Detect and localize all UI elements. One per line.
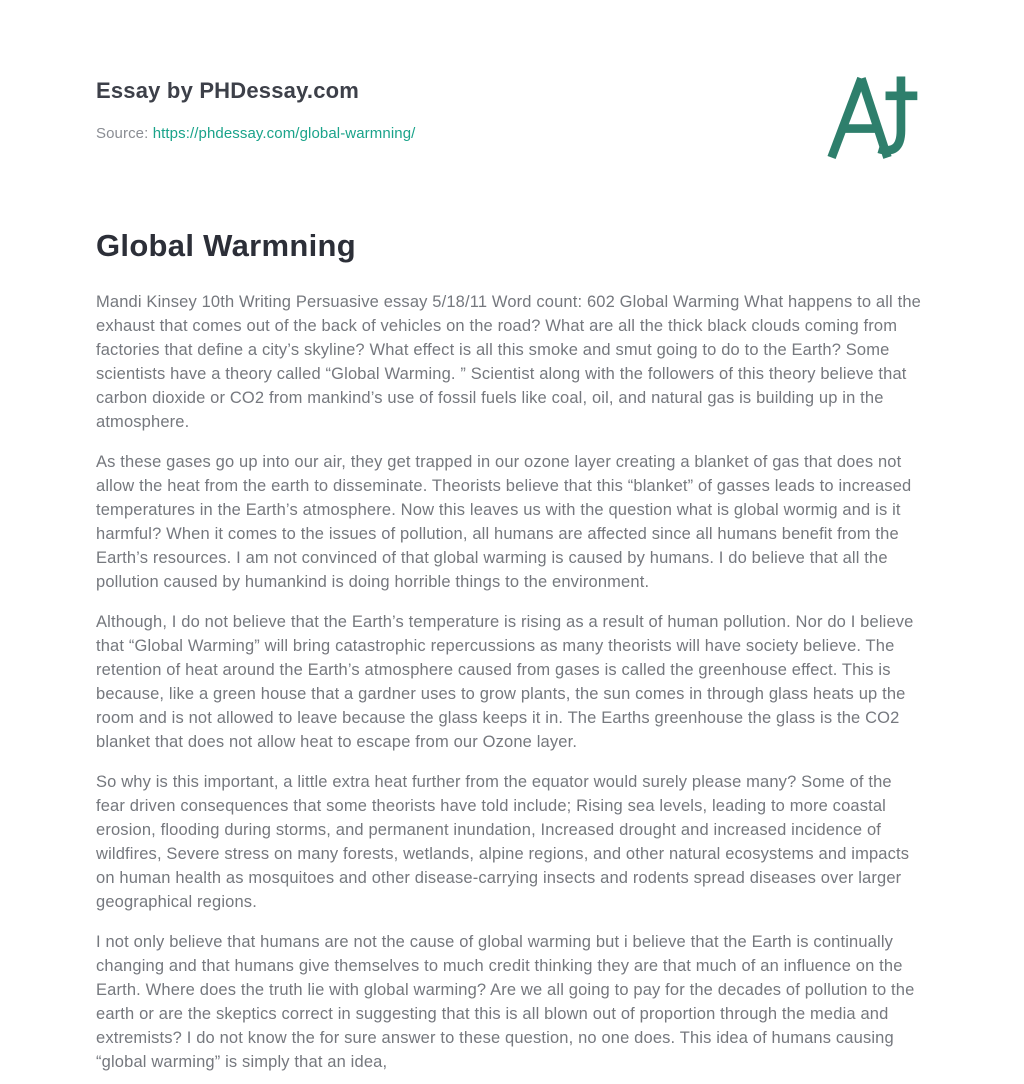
source-label: Source: xyxy=(96,125,149,142)
source-link[interactable]: https://phdessay.com/global-warmning/ xyxy=(152,125,416,142)
phdessay-logo xyxy=(820,70,926,164)
essay-paragraph: As these gases go up into our air, they get trapped in our ozone layer creating a blanket of gas that does not allow the heat from the earth to disseminate. Theorists believe that this “blanket” of gasses leads to increased temperatures in the Earth’s atmosphere. Now this leaves us with the question what is global wormig and is it harmful? When it comes to the issues of pollution, all humans are affected since all humans benefit from the Earth’s resources. I am not convinced of that global warming is caused by humans. I do believe that all the pollution caused by humankind is doing horrible things to the environment. xyxy=(96,453,912,591)
source-line xyxy=(96,125,924,142)
essay-paragraph: Mandi Kinsey 10th Writing Persuasive essay 5/18/11 Word count: 602 Global Warming What happens to all the exhaust that comes out of the back of vehicles on the road? What are all the thick black clouds coming from factories that define a city’s skyline? What effect is all this smoke and smut going to do to the Earth? Some scientists have a theory called “Global Warming. ” Scientist along with the followers of this theory believe that carbon dioxide or CO2 from mankind’s use of fossil fuels like coal, oil, and natural gas is building up in the atmosphere. xyxy=(96,293,921,431)
essay-paragraph: So why is this important, a little extra heat further from the equator would surely please many? Some of the fear driven consequences that some theorists have told include; Rising sea levels, leading to more coastal erosion, flooding during storms, and permanent inundation, Increased drought and increased incidence of wildfires, Severe stress on many forests, wetlands, alpine regions, and other natural ecosystems and impacts on human health as mosquitoes and other disease-carrying insects and rodents spread diseases over larger geographical regions. xyxy=(96,773,910,911)
page-header xyxy=(96,78,924,142)
essay-paragraph: I not only believe that humans are not the cause of global warming but i believe that the Earth is continually changing and that humans give themselves to much credit thinking they are that much of an influence on the Earth. Where does the truth lie with global warming? Are we all going to pay for the decades of pollution to the earth or are the skeptics correct in suggesting that this is all blown out of proportion through the media and extremists? I do not know the for sure answer to these question, no one does. This idea of humans causing “global warming” is simply that an idea, xyxy=(96,933,915,1071)
a-plus-logo-icon xyxy=(820,151,926,168)
site-header-title: Essay by PHDessay.com xyxy=(96,78,360,103)
essay-paragraph: Although, I do not believe that the Earth’s temperature is rising as a result of human pollution. Nor do I believe that “Global Warming” will bring catastrophic repercussions as many theorists will have society believe. The retention of heat around the Earth’s atmosphere caused from gases is called the greenhouse effect. This is because, like a green house that a gardner uses to grow plants, the sun comes in through glass heats up the room and is not allowed to leave because the glass keeps it in. The Earths greenhouse the glass is the CO2 blanket that does not allow heat to escape from our Ozone layer. xyxy=(96,613,914,751)
essay-title: Global Warmning xyxy=(96,228,356,263)
